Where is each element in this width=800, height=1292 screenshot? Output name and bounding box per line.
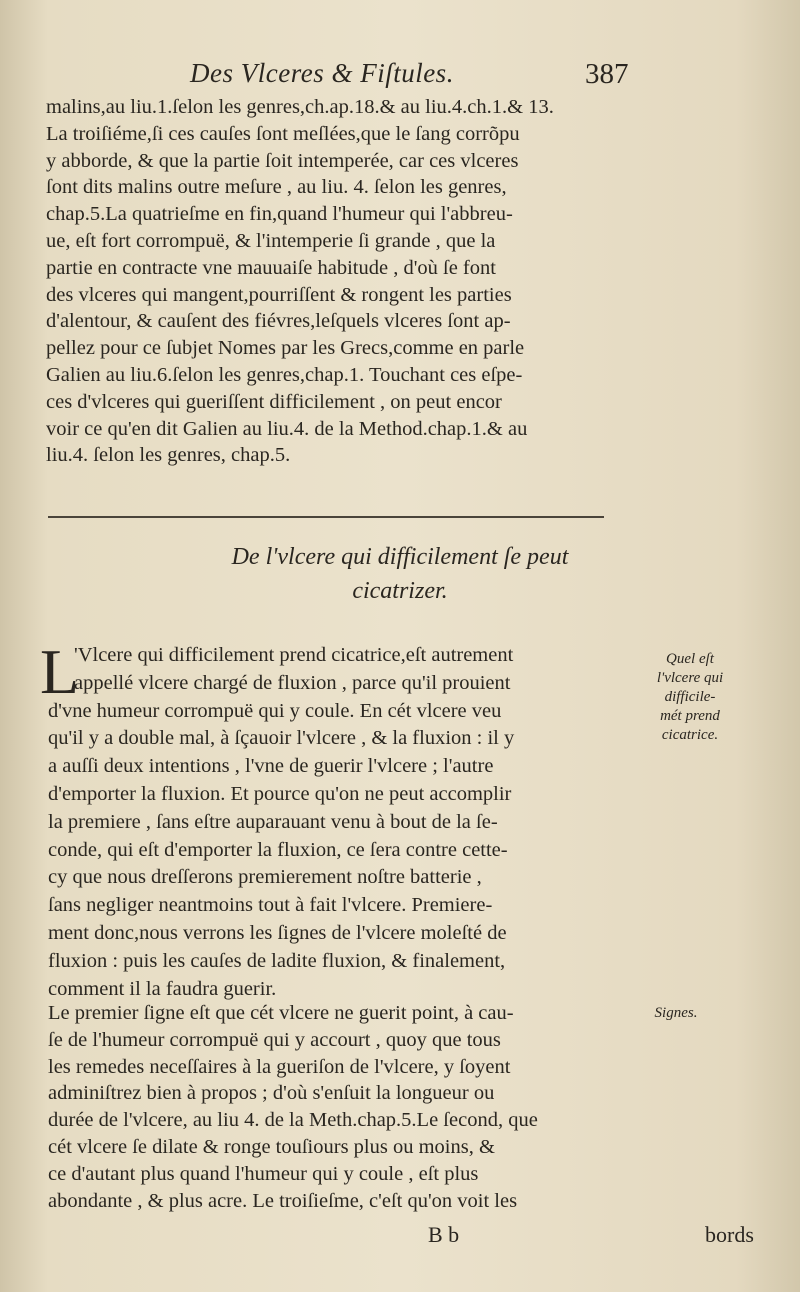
text-line: ſont dits malins outre meſure , au liu. 4. ſelon les genres, [46, 176, 507, 199]
section-title: De l'vlcere qui difficilement ſe peut [231, 544, 569, 570]
text-line: appellé vlcere chargé de fluxion , parce qu'il prouient [74, 671, 511, 694]
drop-cap: L [40, 636, 80, 707]
page-footer [0, 1222, 800, 1252]
text-line: qu'il y a double mal, à ſçauoir l'vlcere , & la fluxion : il y [48, 727, 515, 750]
text-line: ue, eſt fort corrompuë, & l'intemperie ſi grande , que la [46, 229, 496, 252]
first-paragraph [48, 642, 638, 1003]
page-header [0, 58, 800, 98]
margin-note-signes: Signes. [654, 1005, 698, 1021]
text-line: durée de l'vlcere, au liu 4. de la Meth.chap.5.Le ſecond, que [48, 1109, 538, 1132]
running-title: Des Vlceres & Fiſtules. [190, 58, 454, 88]
text-line: partie en contracte vne mauuaiſe habitude , d'où ſe font [46, 256, 496, 279]
catchword: bords [705, 1222, 754, 1247]
margin-note [640, 650, 740, 745]
text-line: liu.4. ſelon les genres, chap.5. [46, 444, 291, 467]
text-line: chap.5.La quatrieſme en fin,quand l'humeur qui l'abbreu- [46, 203, 513, 226]
text-line: 'Vlcere qui difficilement prend cicatrice,eſt autrement [74, 644, 514, 666]
text-line: pellez pour ce ſubjet Nomes par les Grecs,comme en parle [46, 337, 525, 360]
text-line: d'alentour, & cauſent des fiévres,leſquels vlceres ſont ap- [46, 310, 511, 333]
margin-note-line: Quel eſt [666, 651, 714, 667]
text-line: malins,au liu.1.ſelon les genres,ch.ap.18.& au liu.4.ch.1.& 13. [46, 96, 554, 118]
text-line: voir ce qu'en dit Galien au liu.4. de la Method.chap.1.& au [46, 417, 528, 440]
text-line: la premiere , ſans eſtre auparauant venu à bout de la ſe- [48, 810, 498, 833]
text-line: y abborde, & que la partie ſoit intemperée, car ces vlceres [46, 149, 519, 172]
text-line: ce d'autant plus quand l'humeur qui y coule , eſt plus [48, 1162, 479, 1185]
text-line: ment donc,nous verrons les ſignes de l'vlcere moleſté de [48, 921, 507, 944]
section-title-continued: cicatrizer. [352, 578, 448, 604]
text-line: d'emporter la fluxion. Et pource qu'on ne peut accomplir [48, 782, 512, 805]
text-line: cét vlcere ſe dilate & ronge touſiours plus ou moins, & [48, 1135, 495, 1158]
text-line: cy que nous dreſſerons premierement noſtre batterie , [48, 866, 482, 889]
text-line: ſe de l'humeur corrompuë qui y accourt , quoy que tous [48, 1028, 501, 1051]
text-line: La troiſiéme,ſi ces cauſes ſont meſlées,que le ſang corrõpu [46, 122, 520, 145]
second-paragraph [48, 1000, 638, 1214]
text-line: ſans negliger neantmoins tout à fait l'vlcere. Premiere- [48, 894, 493, 917]
text-line: ces d'vlceres qui gueriſſent difficilement , on peut encor [46, 390, 502, 413]
text-line: adminiſtrez bien à propos ; d'où s'enſuit la longueur ou [48, 1082, 495, 1105]
top-paragraph [46, 94, 638, 469]
text-line: les remedes neceſſaires à la gueriſon de l'vlcere, y ſoyent [48, 1055, 511, 1078]
section-divider [48, 516, 604, 518]
margin-note-line: difficile- [664, 689, 716, 705]
margin-note-line: cicatrice. [661, 727, 719, 743]
margin-note-line: mét prend [660, 708, 720, 724]
text-line: fluxion : puis les cauſes de ladite fluxion, & finalement, [48, 949, 506, 972]
text-line: abondante , & plus acre. Le troiſieſme, c'eſt qu'on voit les [48, 1189, 518, 1212]
text-line: Le premier ſigne eſt que cét vlcere ne guerit point, à cau- [48, 1002, 514, 1024]
text-line: a auſſi deux intentions , l'vne de guerir l'vlcere ; l'autre [48, 755, 494, 778]
text-line: des vlceres qui mangent,pourriſſent & rongent les parties [46, 283, 512, 306]
signature-mark: B b [428, 1222, 460, 1247]
page-number: 387 [585, 58, 629, 90]
margin-note-line: l'vlcere qui [656, 670, 724, 686]
text-line: comment il la faudra guerir. [48, 977, 277, 1000]
text-line: Galien au liu.6.ſelon les genres,chap.1. Touchant ces eſpe- [46, 363, 523, 386]
text-line: d'vne humeur corrompuë qui y coule. En cét vlcere veu [48, 699, 502, 722]
text-line: conde, qui eſt d'emporter la fluxion, ce ſera contre cette- [48, 838, 508, 861]
